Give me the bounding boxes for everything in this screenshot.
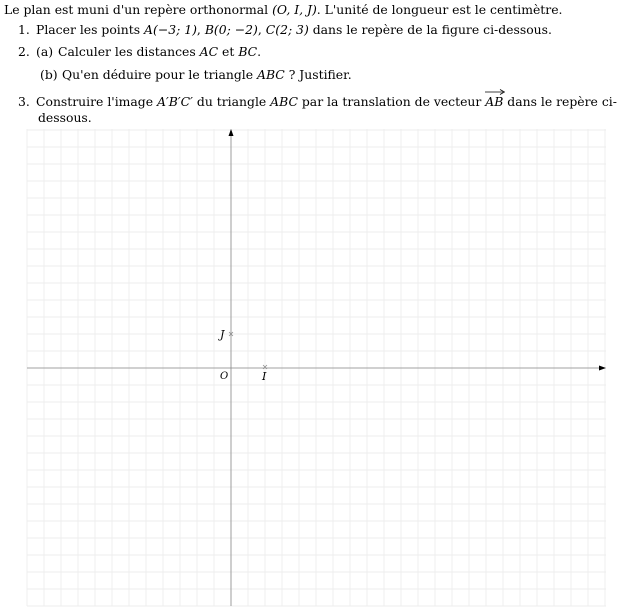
question-2b-label: (b) bbox=[40, 67, 58, 82]
question-3-text-c: par la translation de vecteur bbox=[297, 94, 486, 109]
grid-lines bbox=[27, 129, 606, 606]
question-1-text-a: Placer les points bbox=[36, 22, 145, 37]
question-2a-text: Calculer les distances bbox=[58, 44, 200, 59]
i-label: I bbox=[262, 370, 267, 383]
question-2a-and: et bbox=[218, 44, 239, 59]
j-label: J bbox=[220, 328, 225, 341]
question-3-text-d: dans le repère ci- bbox=[503, 94, 617, 109]
question-3-text-a: Construire l'image bbox=[36, 94, 157, 109]
question-3-text-e: dessous. bbox=[38, 110, 92, 125]
triangle-abc: ABC bbox=[257, 67, 285, 82]
point-a: A(−3; 1) bbox=[144, 22, 197, 37]
question-2-number: 2. bbox=[18, 44, 30, 59]
question-1-text-b: dans le repère de la figure ci-dessous. bbox=[308, 22, 552, 37]
question-3-number: 3. bbox=[18, 94, 30, 109]
question-1-sep2: , bbox=[257, 22, 266, 37]
point-c: C(2; 3) bbox=[265, 22, 309, 37]
question-3-text-b: du triangle bbox=[192, 94, 271, 109]
question-1-number: 1. bbox=[18, 22, 30, 37]
point-b: B(0; −2) bbox=[204, 22, 258, 37]
question-2a-end: . bbox=[257, 44, 262, 59]
distance-ac: AC bbox=[199, 44, 219, 59]
question-1-sep1: , bbox=[196, 22, 205, 37]
distance-bc: BC bbox=[238, 44, 258, 59]
origin-label: O bbox=[220, 371, 229, 382]
image-triangle: A′B′C′ bbox=[157, 94, 193, 109]
intro-text-a: Le plan est muni d'un repère orthonormal bbox=[4, 2, 273, 17]
triangle-abc-q3: ABC bbox=[270, 94, 298, 109]
question-2b-text-a: Qu'en déduire pour le triangle bbox=[62, 67, 257, 82]
intro-text-b: . L'unité de longueur est le centimètre. bbox=[316, 2, 563, 17]
frame-notation: (O, I, J) bbox=[272, 2, 317, 17]
vector-ab-label: AB bbox=[485, 94, 504, 109]
question-2a-label: (a) bbox=[36, 44, 54, 59]
question-2b-text-b: ? Justifier. bbox=[284, 67, 352, 82]
